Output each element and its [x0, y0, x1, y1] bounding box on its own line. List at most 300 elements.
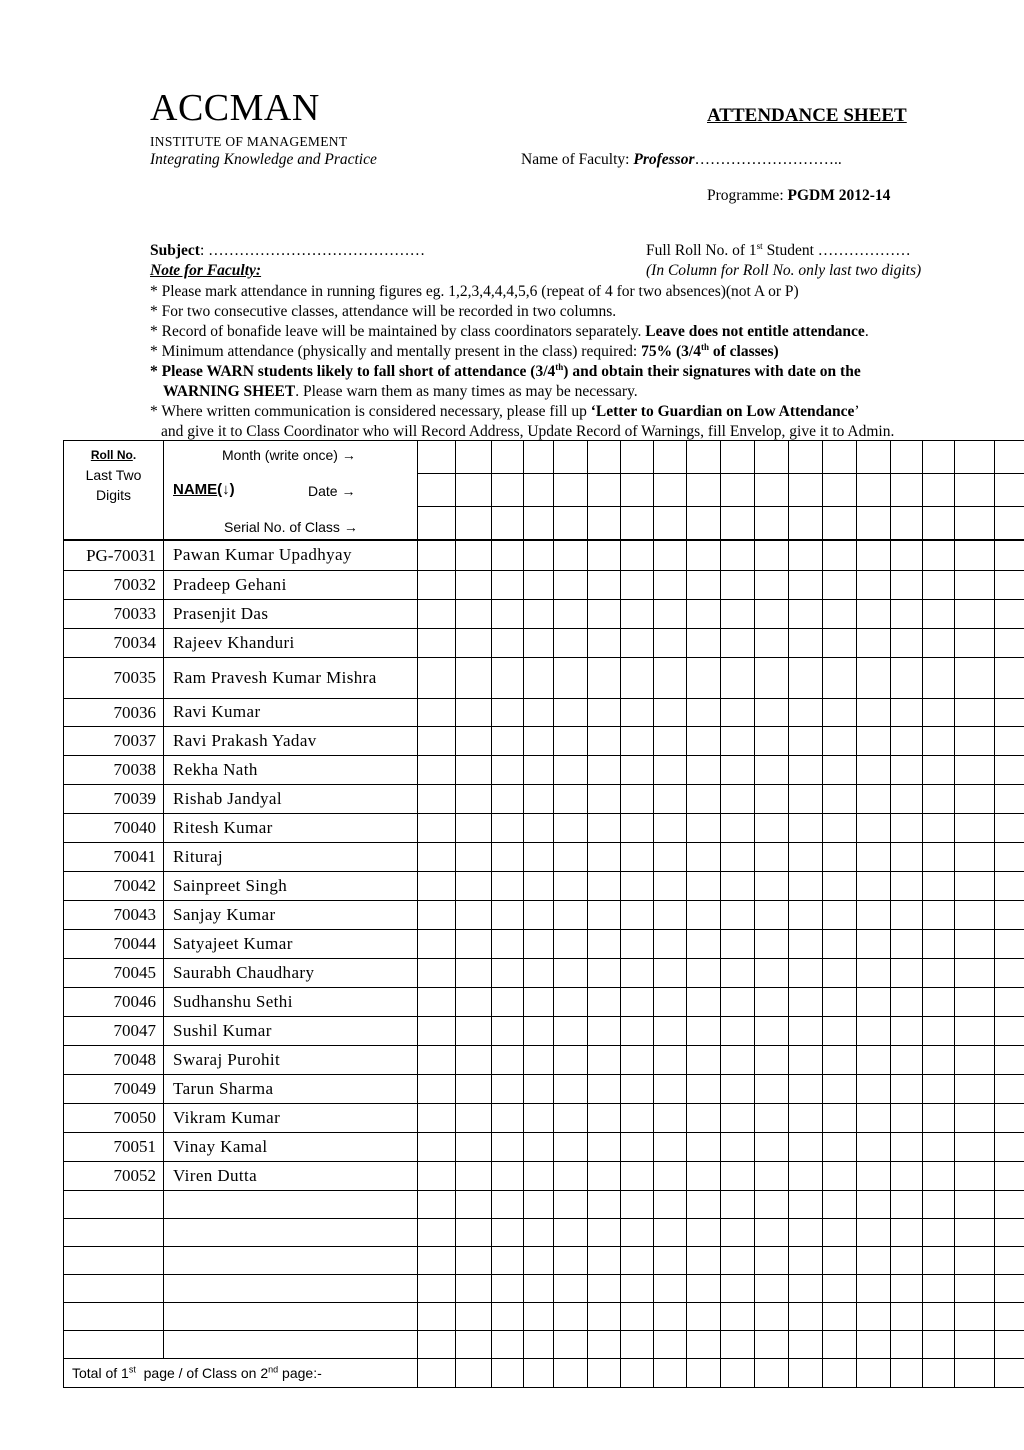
attendance-cell[interactable]	[755, 1274, 789, 1302]
attendance-cell[interactable]	[995, 698, 1024, 726]
attendance-header-cell[interactable]	[955, 507, 995, 541]
attendance-cell[interactable]	[418, 871, 456, 900]
attendance-header-cell[interactable]	[891, 441, 923, 474]
attendance-header-cell[interactable]	[492, 474, 524, 507]
attendance-cell[interactable]	[891, 657, 923, 698]
attendance-cell[interactable]	[524, 698, 554, 726]
attendance-cell[interactable]	[789, 813, 823, 842]
attendance-cell[interactable]	[755, 1074, 789, 1103]
attendance-cell[interactable]	[588, 1330, 621, 1358]
attendance-header-cell[interactable]	[891, 507, 923, 541]
attendance-cell[interactable]	[923, 1074, 955, 1103]
attendance-cell[interactable]	[524, 1016, 554, 1045]
attendance-cell[interactable]	[654, 929, 687, 958]
attendance-cell[interactable]	[588, 1274, 621, 1302]
attendance-cell[interactable]	[588, 929, 621, 958]
attendance-cell[interactable]	[755, 1132, 789, 1161]
attendance-cell[interactable]	[955, 1016, 995, 1045]
attendance-header-cell[interactable]	[789, 474, 823, 507]
attendance-cell[interactable]	[621, 540, 654, 570]
attendance-cell[interactable]	[687, 1132, 721, 1161]
attendance-cell[interactable]	[492, 755, 524, 784]
attendance-header-cell[interactable]	[588, 507, 621, 541]
attendance-cell[interactable]	[418, 784, 456, 813]
attendance-cell[interactable]	[923, 1302, 955, 1330]
attendance-cell[interactable]	[955, 900, 995, 929]
attendance-cell[interactable]	[721, 784, 755, 813]
attendance-cell[interactable]	[955, 871, 995, 900]
attendance-cell[interactable]	[554, 657, 588, 698]
attendance-cell[interactable]	[554, 755, 588, 784]
total-cell[interactable]	[823, 1358, 857, 1387]
attendance-cell[interactable]	[891, 1045, 923, 1074]
attendance-cell[interactable]	[891, 1274, 923, 1302]
attendance-cell[interactable]	[857, 540, 891, 570]
attendance-cell[interactable]	[823, 1218, 857, 1246]
attendance-cell[interactable]	[823, 1302, 857, 1330]
attendance-header-cell[interactable]	[654, 507, 687, 541]
attendance-cell[interactable]	[588, 1246, 621, 1274]
attendance-cell[interactable]	[588, 1045, 621, 1074]
attendance-cell[interactable]	[823, 1161, 857, 1190]
attendance-cell[interactable]	[755, 1190, 789, 1218]
attendance-cell[interactable]	[524, 755, 554, 784]
attendance-cell[interactable]	[857, 813, 891, 842]
attendance-cell[interactable]	[823, 1132, 857, 1161]
attendance-cell[interactable]	[588, 726, 621, 755]
attendance-cell[interactable]	[492, 1016, 524, 1045]
attendance-cell[interactable]	[789, 1103, 823, 1132]
attendance-cell[interactable]	[588, 1074, 621, 1103]
attendance-cell[interactable]	[524, 1274, 554, 1302]
attendance-cell[interactable]	[857, 698, 891, 726]
attendance-cell[interactable]	[789, 599, 823, 628]
attendance-cell[interactable]	[995, 1103, 1024, 1132]
attendance-cell[interactable]	[687, 929, 721, 958]
attendance-header-cell[interactable]	[721, 441, 755, 474]
total-cell[interactable]	[588, 1358, 621, 1387]
attendance-cell[interactable]	[857, 726, 891, 755]
attendance-cell[interactable]	[721, 1074, 755, 1103]
attendance-cell[interactable]	[492, 726, 524, 755]
attendance-cell[interactable]	[857, 1103, 891, 1132]
attendance-cell[interactable]	[621, 570, 654, 599]
attendance-cell[interactable]	[554, 813, 588, 842]
attendance-cell[interactable]	[588, 842, 621, 871]
attendance-cell[interactable]	[418, 1302, 456, 1330]
attendance-cell[interactable]	[955, 1190, 995, 1218]
attendance-cell[interactable]	[456, 842, 492, 871]
attendance-cell[interactable]	[492, 540, 524, 570]
total-cell[interactable]	[456, 1358, 492, 1387]
attendance-cell[interactable]	[654, 1016, 687, 1045]
attendance-header-cell[interactable]	[492, 441, 524, 474]
attendance-cell[interactable]	[654, 1190, 687, 1218]
blank-entry-cell[interactable]	[164, 1218, 418, 1246]
attendance-cell[interactable]	[554, 1190, 588, 1218]
attendance-cell[interactable]	[789, 657, 823, 698]
attendance-cell[interactable]	[755, 540, 789, 570]
attendance-cell[interactable]	[554, 698, 588, 726]
attendance-cell[interactable]	[755, 1330, 789, 1358]
blank-entry-cell[interactable]	[64, 1274, 164, 1302]
attendance-cell[interactable]	[588, 1132, 621, 1161]
total-cell[interactable]	[923, 1358, 955, 1387]
attendance-cell[interactable]	[923, 987, 955, 1016]
attendance-cell[interactable]	[721, 1274, 755, 1302]
attendance-cell[interactable]	[654, 1302, 687, 1330]
attendance-cell[interactable]	[456, 657, 492, 698]
attendance-header-cell[interactable]	[456, 441, 492, 474]
attendance-cell[interactable]	[588, 871, 621, 900]
attendance-cell[interactable]	[687, 540, 721, 570]
attendance-cell[interactable]	[995, 871, 1024, 900]
total-cell[interactable]	[955, 1358, 995, 1387]
attendance-cell[interactable]	[955, 698, 995, 726]
attendance-cell[interactable]	[621, 1074, 654, 1103]
attendance-cell[interactable]	[554, 958, 588, 987]
attendance-cell[interactable]	[955, 599, 995, 628]
attendance-cell[interactable]	[554, 842, 588, 871]
attendance-cell[interactable]	[823, 755, 857, 784]
attendance-cell[interactable]	[418, 1045, 456, 1074]
blank-entry-cell[interactable]	[164, 1330, 418, 1358]
attendance-cell[interactable]	[654, 540, 687, 570]
attendance-header-cell[interactable]	[524, 441, 554, 474]
attendance-cell[interactable]	[654, 1330, 687, 1358]
attendance-cell[interactable]	[995, 1302, 1024, 1330]
attendance-cell[interactable]	[755, 1302, 789, 1330]
attendance-cell[interactable]	[823, 1330, 857, 1358]
attendance-cell[interactable]	[857, 929, 891, 958]
attendance-cell[interactable]	[955, 726, 995, 755]
attendance-cell[interactable]	[418, 628, 456, 657]
attendance-cell[interactable]	[923, 726, 955, 755]
attendance-cell[interactable]	[418, 1161, 456, 1190]
total-cell[interactable]	[524, 1358, 554, 1387]
attendance-cell[interactable]	[891, 1302, 923, 1330]
attendance-cell[interactable]	[857, 1190, 891, 1218]
attendance-header-cell[interactable]	[588, 474, 621, 507]
attendance-cell[interactable]	[418, 1218, 456, 1246]
attendance-cell[interactable]	[891, 1190, 923, 1218]
attendance-cell[interactable]	[823, 987, 857, 1016]
attendance-cell[interactable]	[588, 628, 621, 657]
attendance-cell[interactable]	[857, 570, 891, 599]
attendance-cell[interactable]	[456, 1246, 492, 1274]
attendance-cell[interactable]	[687, 1016, 721, 1045]
blank-entry-cell[interactable]	[164, 1274, 418, 1302]
attendance-cell[interactable]	[755, 1161, 789, 1190]
attendance-cell[interactable]	[721, 813, 755, 842]
attendance-cell[interactable]	[621, 1016, 654, 1045]
attendance-cell[interactable]	[995, 1274, 1024, 1302]
attendance-cell[interactable]	[588, 987, 621, 1016]
attendance-cell[interactable]	[891, 1132, 923, 1161]
attendance-cell[interactable]	[995, 929, 1024, 958]
attendance-cell[interactable]	[789, 540, 823, 570]
attendance-cell[interactable]	[721, 599, 755, 628]
attendance-cell[interactable]	[524, 987, 554, 1016]
attendance-header-cell[interactable]	[823, 507, 857, 541]
attendance-cell[interactable]	[789, 1274, 823, 1302]
attendance-header-cell[interactable]	[995, 474, 1024, 507]
attendance-cell[interactable]	[823, 958, 857, 987]
attendance-cell[interactable]	[588, 755, 621, 784]
attendance-cell[interactable]	[823, 871, 857, 900]
attendance-cell[interactable]	[418, 1246, 456, 1274]
attendance-cell[interactable]	[891, 755, 923, 784]
attendance-cell[interactable]	[857, 1045, 891, 1074]
attendance-cell[interactable]	[492, 1330, 524, 1358]
attendance-cell[interactable]	[588, 1190, 621, 1218]
attendance-cell[interactable]	[955, 987, 995, 1016]
attendance-cell[interactable]	[418, 698, 456, 726]
attendance-cell[interactable]	[721, 1045, 755, 1074]
attendance-cell[interactable]	[492, 599, 524, 628]
attendance-cell[interactable]	[418, 1016, 456, 1045]
attendance-cell[interactable]	[687, 1190, 721, 1218]
attendance-cell[interactable]	[955, 1218, 995, 1246]
attendance-cell[interactable]	[654, 871, 687, 900]
attendance-cell[interactable]	[789, 1330, 823, 1358]
attendance-cell[interactable]	[995, 987, 1024, 1016]
attendance-cell[interactable]	[418, 570, 456, 599]
attendance-cell[interactable]	[554, 1045, 588, 1074]
attendance-cell[interactable]	[418, 657, 456, 698]
attendance-cell[interactable]	[687, 813, 721, 842]
attendance-cell[interactable]	[492, 570, 524, 599]
attendance-cell[interactable]	[554, 929, 588, 958]
attendance-cell[interactable]	[687, 1274, 721, 1302]
attendance-cell[interactable]	[554, 628, 588, 657]
attendance-cell[interactable]	[755, 900, 789, 929]
total-cell[interactable]	[554, 1358, 588, 1387]
attendance-cell[interactable]	[524, 1045, 554, 1074]
attendance-cell[interactable]	[955, 540, 995, 570]
attendance-cell[interactable]	[995, 900, 1024, 929]
attendance-cell[interactable]	[823, 1016, 857, 1045]
total-cell[interactable]	[654, 1358, 687, 1387]
attendance-cell[interactable]	[891, 628, 923, 657]
attendance-cell[interactable]	[492, 1274, 524, 1302]
attendance-cell[interactable]	[923, 570, 955, 599]
attendance-cell[interactable]	[823, 784, 857, 813]
attendance-cell[interactable]	[923, 1218, 955, 1246]
attendance-cell[interactable]	[621, 755, 654, 784]
attendance-cell[interactable]	[755, 657, 789, 698]
attendance-cell[interactable]	[588, 784, 621, 813]
attendance-cell[interactable]	[823, 599, 857, 628]
attendance-header-cell[interactable]	[955, 474, 995, 507]
attendance-cell[interactable]	[621, 1103, 654, 1132]
attendance-header-cell[interactable]	[654, 441, 687, 474]
attendance-cell[interactable]	[789, 987, 823, 1016]
attendance-cell[interactable]	[823, 1103, 857, 1132]
attendance-cell[interactable]	[588, 813, 621, 842]
attendance-cell[interactable]	[456, 628, 492, 657]
attendance-cell[interactable]	[621, 784, 654, 813]
attendance-cell[interactable]	[721, 570, 755, 599]
attendance-cell[interactable]	[789, 1302, 823, 1330]
attendance-cell[interactable]	[588, 570, 621, 599]
attendance-cell[interactable]	[654, 900, 687, 929]
attendance-cell[interactable]	[456, 813, 492, 842]
attendance-cell[interactable]	[923, 813, 955, 842]
attendance-cell[interactable]	[524, 628, 554, 657]
attendance-cell[interactable]	[456, 599, 492, 628]
attendance-cell[interactable]	[995, 1132, 1024, 1161]
attendance-cell[interactable]	[554, 900, 588, 929]
attendance-cell[interactable]	[857, 1302, 891, 1330]
attendance-cell[interactable]	[456, 540, 492, 570]
attendance-cell[interactable]	[492, 1218, 524, 1246]
attendance-cell[interactable]	[524, 540, 554, 570]
attendance-cell[interactable]	[554, 1330, 588, 1358]
attendance-cell[interactable]	[554, 1246, 588, 1274]
attendance-cell[interactable]	[923, 842, 955, 871]
attendance-cell[interactable]	[721, 958, 755, 987]
attendance-cell[interactable]	[418, 842, 456, 871]
attendance-cell[interactable]	[823, 900, 857, 929]
attendance-cell[interactable]	[418, 813, 456, 842]
attendance-cell[interactable]	[789, 570, 823, 599]
attendance-header-cell[interactable]	[891, 474, 923, 507]
attendance-cell[interactable]	[923, 900, 955, 929]
attendance-cell[interactable]	[418, 1190, 456, 1218]
attendance-cell[interactable]	[923, 698, 955, 726]
attendance-cell[interactable]	[492, 1103, 524, 1132]
attendance-cell[interactable]	[418, 1132, 456, 1161]
attendance-cell[interactable]	[456, 1330, 492, 1358]
attendance-cell[interactable]	[492, 1190, 524, 1218]
attendance-cell[interactable]	[857, 1274, 891, 1302]
attendance-cell[interactable]	[554, 540, 588, 570]
attendance-cell[interactable]	[687, 1330, 721, 1358]
attendance-cell[interactable]	[524, 570, 554, 599]
attendance-cell[interactable]	[955, 570, 995, 599]
attendance-cell[interactable]	[721, 1103, 755, 1132]
attendance-cell[interactable]	[755, 628, 789, 657]
attendance-cell[interactable]	[554, 1103, 588, 1132]
attendance-header-cell[interactable]	[721, 474, 755, 507]
attendance-cell[interactable]	[789, 871, 823, 900]
attendance-cell[interactable]	[857, 1016, 891, 1045]
attendance-cell[interactable]	[789, 1045, 823, 1074]
attendance-cell[interactable]	[456, 755, 492, 784]
attendance-header-cell[interactable]	[418, 507, 456, 541]
attendance-header-cell[interactable]	[923, 507, 955, 541]
attendance-cell[interactable]	[923, 1103, 955, 1132]
blank-entry-cell[interactable]	[64, 1330, 164, 1358]
attendance-cell[interactable]	[823, 813, 857, 842]
attendance-cell[interactable]	[687, 987, 721, 1016]
attendance-header-cell[interactable]	[687, 507, 721, 541]
attendance-cell[interactable]	[492, 900, 524, 929]
attendance-cell[interactable]	[621, 900, 654, 929]
attendance-cell[interactable]	[789, 929, 823, 958]
attendance-cell[interactable]	[995, 657, 1024, 698]
attendance-header-cell[interactable]	[621, 507, 654, 541]
attendance-cell[interactable]	[687, 628, 721, 657]
attendance-header-cell[interactable]	[687, 441, 721, 474]
attendance-cell[interactable]	[654, 1218, 687, 1246]
blank-entry-cell[interactable]	[64, 1218, 164, 1246]
attendance-cell[interactable]	[857, 657, 891, 698]
attendance-cell[interactable]	[995, 726, 1024, 755]
attendance-cell[interactable]	[955, 628, 995, 657]
attendance-cell[interactable]	[857, 1132, 891, 1161]
attendance-cell[interactable]	[456, 1074, 492, 1103]
attendance-cell[interactable]	[687, 570, 721, 599]
attendance-cell[interactable]	[891, 958, 923, 987]
attendance-cell[interactable]	[492, 987, 524, 1016]
attendance-cell[interactable]	[524, 657, 554, 698]
attendance-cell[interactable]	[524, 929, 554, 958]
attendance-cell[interactable]	[955, 1161, 995, 1190]
attendance-header-cell[interactable]	[456, 474, 492, 507]
attendance-cell[interactable]	[456, 1103, 492, 1132]
attendance-cell[interactable]	[955, 1246, 995, 1274]
attendance-cell[interactable]	[891, 1016, 923, 1045]
attendance-cell[interactable]	[891, 1103, 923, 1132]
attendance-cell[interactable]	[995, 599, 1024, 628]
attendance-cell[interactable]	[789, 1132, 823, 1161]
total-cell[interactable]	[492, 1358, 524, 1387]
attendance-cell[interactable]	[823, 657, 857, 698]
attendance-cell[interactable]	[654, 628, 687, 657]
attendance-cell[interactable]	[721, 755, 755, 784]
attendance-header-cell[interactable]	[721, 507, 755, 541]
attendance-cell[interactable]	[891, 726, 923, 755]
attendance-cell[interactable]	[418, 900, 456, 929]
attendance-header-cell[interactable]	[456, 507, 492, 541]
attendance-cell[interactable]	[955, 1103, 995, 1132]
attendance-cell[interactable]	[891, 698, 923, 726]
attendance-header-cell[interactable]	[554, 507, 588, 541]
attendance-cell[interactable]	[621, 1190, 654, 1218]
attendance-cell[interactable]	[995, 1218, 1024, 1246]
attendance-cell[interactable]	[955, 1302, 995, 1330]
attendance-cell[interactable]	[789, 958, 823, 987]
attendance-cell[interactable]	[823, 726, 857, 755]
attendance-cell[interactable]	[554, 599, 588, 628]
attendance-cell[interactable]	[456, 726, 492, 755]
attendance-cell[interactable]	[955, 842, 995, 871]
attendance-cell[interactable]	[554, 1161, 588, 1190]
attendance-cell[interactable]	[554, 1016, 588, 1045]
attendance-header-cell[interactable]	[524, 507, 554, 541]
blank-entry-cell[interactable]	[64, 1246, 164, 1274]
attendance-cell[interactable]	[456, 929, 492, 958]
attendance-cell[interactable]	[995, 813, 1024, 842]
attendance-header-cell[interactable]	[755, 474, 789, 507]
attendance-cell[interactable]	[456, 900, 492, 929]
attendance-header-cell[interactable]	[823, 441, 857, 474]
attendance-cell[interactable]	[823, 842, 857, 871]
attendance-cell[interactable]	[755, 784, 789, 813]
attendance-cell[interactable]	[955, 657, 995, 698]
attendance-cell[interactable]	[621, 599, 654, 628]
attendance-cell[interactable]	[654, 987, 687, 1016]
attendance-cell[interactable]	[418, 540, 456, 570]
attendance-header-cell[interactable]	[588, 441, 621, 474]
attendance-cell[interactable]	[524, 784, 554, 813]
attendance-cell[interactable]	[524, 1074, 554, 1103]
attendance-cell[interactable]	[857, 784, 891, 813]
blank-entry-cell[interactable]	[164, 1190, 418, 1218]
attendance-cell[interactable]	[923, 755, 955, 784]
